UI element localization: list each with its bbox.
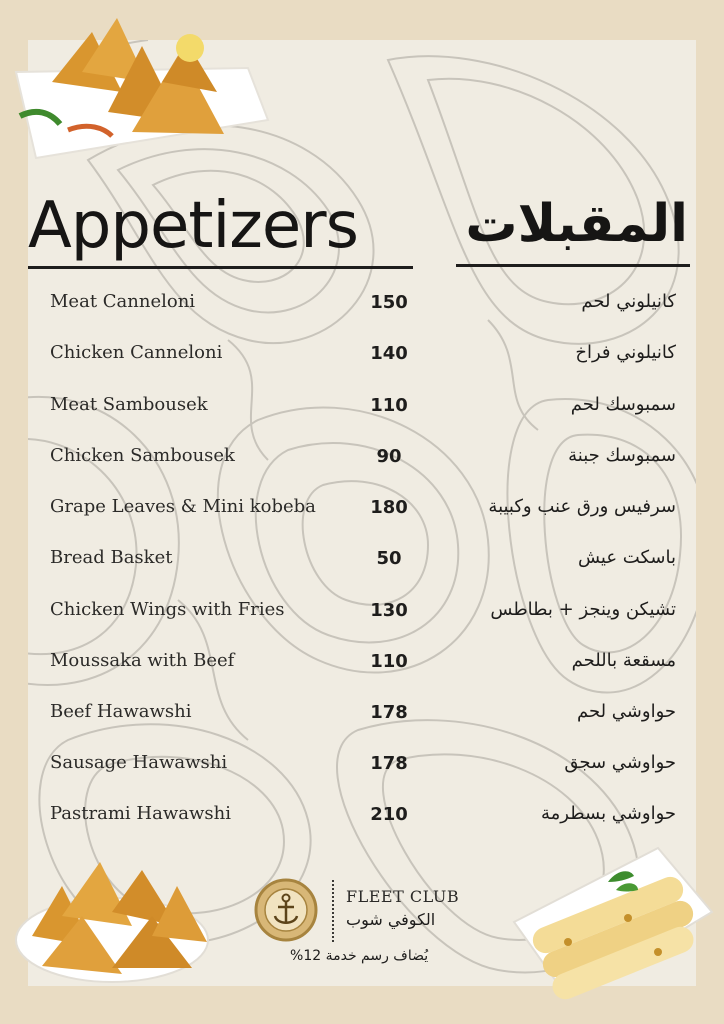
menu-item-row bbox=[0, 547, 724, 577]
item-name-english: Meat Canneloni bbox=[50, 291, 196, 312]
logo-divider bbox=[332, 880, 334, 942]
brand-name-arabic: الكوفي شوب bbox=[346, 910, 436, 929]
item-name-arabic: سمبوسك جبنة bbox=[568, 445, 676, 466]
item-name-english: Beef Hawawshi bbox=[50, 701, 192, 722]
item-name-english: Pastrami Hawawshi bbox=[50, 803, 231, 824]
item-name-arabic: سمبوسك لحم bbox=[570, 394, 676, 415]
fleet-club-logo bbox=[254, 878, 318, 942]
item-price: 178 bbox=[370, 753, 408, 774]
item-price: 110 bbox=[370, 395, 408, 416]
item-name-arabic: كانيلوني لحم bbox=[581, 291, 676, 312]
menu-item-row bbox=[0, 803, 724, 833]
anchor-logo-icon bbox=[254, 878, 318, 942]
cannelloni-plate-image bbox=[508, 842, 714, 1002]
brand-name-english: FLEET CLUB bbox=[346, 887, 460, 906]
item-name-arabic: كانيلوني فراخ bbox=[575, 342, 676, 363]
service-charge-note: يُضاف رسم خدمة 12% bbox=[290, 948, 429, 964]
menu-item-row bbox=[0, 496, 724, 526]
menu-item-row bbox=[0, 445, 724, 475]
title-underline-arabic bbox=[456, 264, 690, 267]
item-price: 90 bbox=[376, 446, 402, 467]
samosa-bowl-image bbox=[12, 856, 212, 986]
samosa-plate-image bbox=[12, 12, 272, 160]
menu-item-row bbox=[0, 342, 724, 372]
item-price: 130 bbox=[370, 600, 408, 621]
menu-item-row bbox=[0, 599, 724, 629]
item-name-arabic: سرفيس ورق عنب وكبيبة bbox=[488, 496, 676, 517]
item-price: 178 bbox=[370, 702, 408, 723]
item-name-english: Meat Sambousek bbox=[50, 394, 208, 415]
item-name-arabic: باسكت عيش bbox=[577, 547, 676, 568]
item-name-english: Bread Basket bbox=[50, 547, 173, 568]
item-price: 110 bbox=[370, 651, 408, 672]
menu-item-row bbox=[0, 701, 724, 731]
item-name-english: Moussaka with Beef bbox=[50, 650, 235, 671]
menu-item-row bbox=[0, 650, 724, 680]
item-name-english: Chicken Canneloni bbox=[50, 342, 223, 363]
item-price: 140 bbox=[370, 343, 408, 364]
page-title-english: Appetizers bbox=[28, 189, 358, 263]
item-name-english: Sausage Hawawshi bbox=[50, 752, 228, 773]
page-title-arabic: المقبلات bbox=[465, 194, 688, 254]
item-name-arabic: حواوشي بسطرمة bbox=[541, 803, 676, 824]
item-name-arabic: تشيكن وينجز + بطاطس bbox=[490, 599, 676, 620]
menu-item-row bbox=[0, 394, 724, 424]
item-name-arabic: حواوشي لحم bbox=[576, 701, 676, 722]
item-name-arabic: حواوشي سجق bbox=[564, 752, 676, 773]
title-underline-english bbox=[28, 266, 413, 269]
menu-item-row bbox=[0, 752, 724, 782]
item-name-english: Grape Leaves & Mini kobeba bbox=[50, 496, 316, 517]
item-price: 150 bbox=[370, 292, 408, 313]
item-name-arabic: مسقعة باللحم bbox=[571, 650, 676, 671]
item-name-english: Chicken Sambousek bbox=[50, 445, 235, 466]
item-price: 180 bbox=[370, 497, 408, 518]
item-name-english: Chicken Wings with Fries bbox=[50, 599, 285, 620]
item-price: 50 bbox=[376, 548, 402, 569]
item-price: 210 bbox=[370, 804, 408, 825]
menu-item-row bbox=[0, 291, 724, 321]
